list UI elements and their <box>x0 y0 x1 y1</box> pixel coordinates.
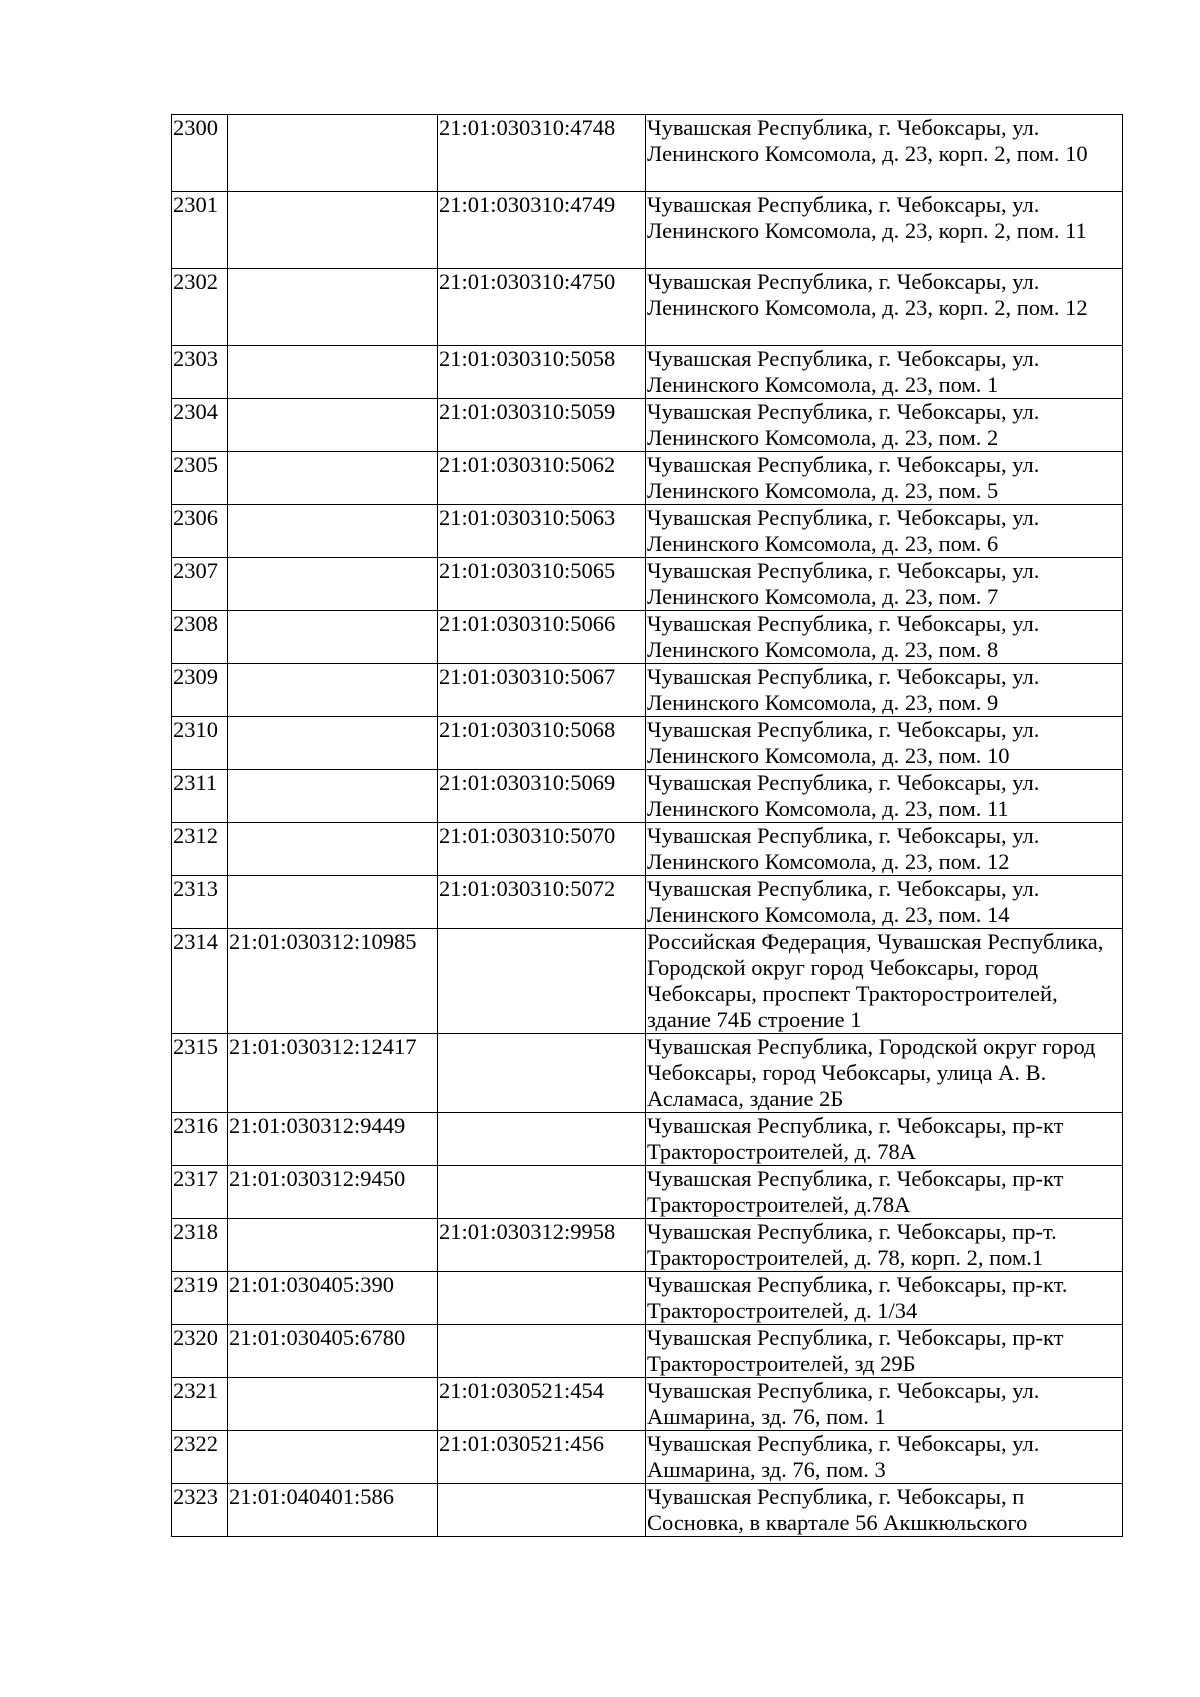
table-row <box>172 1325 1123 1378</box>
address: Чувашская Республика, г. Чебоксары, ул. Ленинского Комсомола, д. 23, пом. 12 <box>646 823 1123 876</box>
table-row <box>172 505 1123 558</box>
object-cadastral-number: 21:01:030310:5069 <box>438 770 646 823</box>
address: Чувашская Республика, г. Чебоксары, пр-кт Тракторостроителей, д.78А <box>646 1166 1123 1219</box>
row-number: 2312 <box>172 823 228 876</box>
object-cadastral-number: 21:01:030310:5068 <box>438 717 646 770</box>
land-cadastral-number <box>228 770 438 823</box>
table-row <box>172 770 1123 823</box>
table-row <box>172 717 1123 770</box>
land-cadastral-number <box>228 611 438 664</box>
land-cadastral-number <box>228 505 438 558</box>
address: Чувашская Республика, г. Чебоксары, п Сосновка, в квартале 56 Акшкюльского <box>646 1484 1123 1537</box>
row-number: 2318 <box>172 1219 228 1272</box>
table-row <box>172 876 1123 929</box>
row-number: 2307 <box>172 558 228 611</box>
table-row <box>172 192 1123 269</box>
table-row <box>172 1484 1123 1537</box>
table-row <box>172 1272 1123 1325</box>
address: Чувашская Республика, г. Чебоксары, ул. Ленинского Комсомола, д. 23, пом. 7 <box>646 558 1123 611</box>
table-row <box>172 611 1123 664</box>
row-number: 2317 <box>172 1166 228 1219</box>
table-row <box>172 1166 1123 1219</box>
address: Чувашская Республика, г. Чебоксары, ул. Ленинского Комсомола, д. 23, корп. 2, пом. 10 <box>646 115 1123 192</box>
table-row <box>172 823 1123 876</box>
land-cadastral-number: 21:01:030405:390 <box>228 1272 438 1325</box>
land-cadastral-number <box>228 558 438 611</box>
object-cadastral-number: 21:01:030310:5067 <box>438 664 646 717</box>
address: Чувашская Республика, г. Чебоксары, пр-т. Тракторостроителей, д. 78, корп. 2, пом.1 <box>646 1219 1123 1272</box>
row-number: 2319 <box>172 1272 228 1325</box>
land-cadastral-number <box>228 399 438 452</box>
address: Чувашская Республика, г. Чебоксары, ул. Ленинского Комсомола, д. 23, корп. 2, пом. 11 <box>646 192 1123 269</box>
row-number: 2301 <box>172 192 228 269</box>
address: Чувашская Республика, г. Чебоксары, ул. Ашмарина, зд. 76, пом. 1 <box>646 1378 1123 1431</box>
address: Чувашская Республика, г. Чебоксары, пр-кт Тракторостроителей, зд 29Б <box>646 1325 1123 1378</box>
table-row <box>172 346 1123 399</box>
land-cadastral-number <box>228 664 438 717</box>
object-cadastral-number: 21:01:030310:5070 <box>438 823 646 876</box>
land-cadastral-number <box>228 823 438 876</box>
land-cadastral-number <box>228 1431 438 1484</box>
address: Чувашская Республика, г. Чебоксары, ул. Ленинского Комсомола, д. 23, пом. 10 <box>646 717 1123 770</box>
table-row <box>172 1378 1123 1431</box>
row-number: 2308 <box>172 611 228 664</box>
table-row <box>172 558 1123 611</box>
row-number: 2313 <box>172 876 228 929</box>
address: Чувашская Республика, г. Чебоксары, пр-кт Тракторостроителей, д. 78А <box>646 1113 1123 1166</box>
address: Чувашская Республика, г. Чебоксары, ул. Ленинского Комсомола, д. 23, пом. 1 <box>646 346 1123 399</box>
row-number: 2306 <box>172 505 228 558</box>
object-cadastral-number: 21:01:030310:5072 <box>438 876 646 929</box>
row-number: 2302 <box>172 269 228 346</box>
address: Чувашская Республика, г. Чебоксары, ул. Ашмарина, зд. 76, пом. 3 <box>646 1431 1123 1484</box>
address: Чувашская Республика, г. Чебоксары, ул. Ленинского Комсомола, д. 23, пом. 11 <box>646 770 1123 823</box>
table-row <box>172 664 1123 717</box>
object-cadastral-number: 21:01:030310:4749 <box>438 192 646 269</box>
registry-table <box>171 114 1123 1537</box>
land-cadastral-number: 21:01:030312:9449 <box>228 1113 438 1166</box>
row-number: 2310 <box>172 717 228 770</box>
address: Чувашская Республика, г. Чебоксары, ул. Ленинского Комсомола, д. 23, пом. 9 <box>646 664 1123 717</box>
address: Чувашская Республика, г. Чебоксары, ул. Ленинского Комсомола, д. 23, пом. 6 <box>646 505 1123 558</box>
object-cadastral-number <box>438 1113 646 1166</box>
address: Чувашская Республика, г. Чебоксары, ул. Ленинского Комсомола, д. 23, корп. 2, пом. 12 <box>646 269 1123 346</box>
object-cadastral-number: 21:01:030312:9958 <box>438 1219 646 1272</box>
row-number: 2303 <box>172 346 228 399</box>
land-cadastral-number <box>228 269 438 346</box>
land-cadastral-number <box>228 717 438 770</box>
object-cadastral-number: 21:01:030310:5065 <box>438 558 646 611</box>
row-number: 2316 <box>172 1113 228 1166</box>
land-cadastral-number <box>228 346 438 399</box>
address: Российская Федерация, Чувашская Республика, Городской округ город Чебоксары, город Чебоксары, проспект Тракторостроителей, здание 74Б строение 1 <box>646 929 1123 1034</box>
address: Чувашская Республика, г. Чебоксары, пр-кт. Тракторостроителей, д. 1/34 <box>646 1272 1123 1325</box>
object-cadastral-number: 21:01:030521:456 <box>438 1431 646 1484</box>
object-cadastral-number: 21:01:030310:4748 <box>438 115 646 192</box>
land-cadastral-number <box>228 452 438 505</box>
address: Чувашская Республика, г. Чебоксары, ул. Ленинского Комсомола, д. 23, пом. 14 <box>646 876 1123 929</box>
row-number: 2323 <box>172 1484 228 1537</box>
table-row <box>172 269 1123 346</box>
land-cadastral-number: 21:01:030312:10985 <box>228 929 438 1034</box>
object-cadastral-number: 21:01:030310:5063 <box>438 505 646 558</box>
land-cadastral-number <box>228 192 438 269</box>
table-row <box>172 1431 1123 1484</box>
table-row <box>172 1034 1123 1113</box>
object-cadastral-number <box>438 929 646 1034</box>
row-number: 2314 <box>172 929 228 1034</box>
table-row <box>172 929 1123 1034</box>
table-row <box>172 1219 1123 1272</box>
row-number: 2322 <box>172 1431 228 1484</box>
object-cadastral-number <box>438 1166 646 1219</box>
row-number: 2321 <box>172 1378 228 1431</box>
table-row <box>172 399 1123 452</box>
object-cadastral-number: 21:01:030310:5059 <box>438 399 646 452</box>
object-cadastral-number <box>438 1272 646 1325</box>
object-cadastral-number: 21:01:030310:5058 <box>438 346 646 399</box>
object-cadastral-number <box>438 1484 646 1537</box>
land-cadastral-number: 21:01:030312:9450 <box>228 1166 438 1219</box>
row-number: 2311 <box>172 770 228 823</box>
land-cadastral-number <box>228 115 438 192</box>
row-number: 2320 <box>172 1325 228 1378</box>
object-cadastral-number: 21:01:030310:4750 <box>438 269 646 346</box>
object-cadastral-number: 21:01:030310:5066 <box>438 611 646 664</box>
row-number: 2315 <box>172 1034 228 1113</box>
land-cadastral-number <box>228 876 438 929</box>
table-row <box>172 452 1123 505</box>
land-cadastral-number <box>228 1219 438 1272</box>
address: Чувашская Республика, г. Чебоксары, ул. Ленинского Комсомола, д. 23, пом. 5 <box>646 452 1123 505</box>
table-row <box>172 1113 1123 1166</box>
object-cadastral-number <box>438 1034 646 1113</box>
row-number: 2304 <box>172 399 228 452</box>
land-cadastral-number: 21:01:040401:586 <box>228 1484 438 1537</box>
object-cadastral-number: 21:01:030521:454 <box>438 1378 646 1431</box>
land-cadastral-number <box>228 1378 438 1431</box>
registry-table-body <box>172 115 1123 1537</box>
address: Чувашская Республика, г. Чебоксары, ул. Ленинского Комсомола, д. 23, пом. 2 <box>646 399 1123 452</box>
row-number: 2300 <box>172 115 228 192</box>
land-cadastral-number: 21:01:030405:6780 <box>228 1325 438 1378</box>
row-number: 2305 <box>172 452 228 505</box>
land-cadastral-number: 21:01:030312:12417 <box>228 1034 438 1113</box>
table-row <box>172 115 1123 192</box>
address: Чувашская Республика, Городской округ город Чебоксары, город Чебоксары, улица А. В. Асламаса, здание 2Б <box>646 1034 1123 1113</box>
row-number: 2309 <box>172 664 228 717</box>
object-cadastral-number <box>438 1325 646 1378</box>
object-cadastral-number: 21:01:030310:5062 <box>438 452 646 505</box>
address: Чувашская Республика, г. Чебоксары, ул. Ленинского Комсомола, д. 23, пом. 8 <box>646 611 1123 664</box>
